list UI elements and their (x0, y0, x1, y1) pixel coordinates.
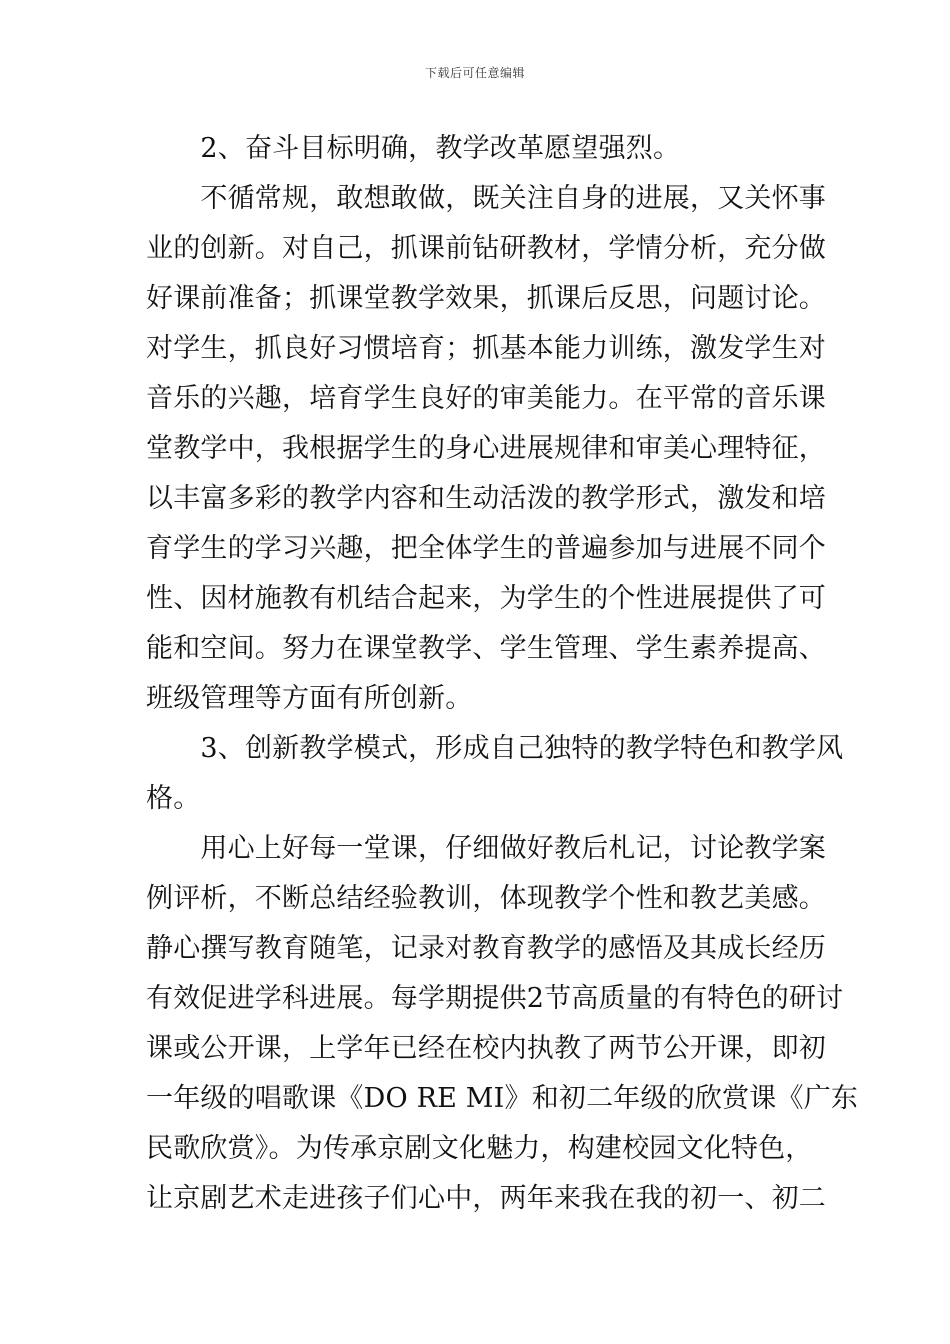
text-line: 例评析，不断总结经验教训，体现教学个性和教艺美感。 (146, 883, 826, 914)
text-line: 有效促进学科进展。每学期提供2节高质量的有特色的研讨 (146, 983, 844, 1014)
text-line: 3、创新教学模式，形成自己独特的教学特色和教学风 (146, 733, 844, 764)
text-line: 能和空间。努力在课堂教学、学生管理、学生素养提高、 (146, 633, 826, 664)
text-line: 让京剧艺术走进孩子们心中，两年来我在我的初一、初二 (146, 1183, 826, 1214)
text-line: 业的创新。对自己，抓课前钻研教材，学情分析，充分做 (146, 233, 826, 264)
text-line: 堂教学中，我根据学生的身心进展规律和审美心理特征， (146, 433, 826, 464)
text-line: 育学生的学习兴趣，把全体学生的普遍参加与进展不同个 (146, 533, 826, 564)
page-header: 下载后可任意编辑 (424, 66, 525, 80)
text-line: 民歌欣赏》。为传承京剧文化魅力，构建校园文化特色， (146, 1133, 813, 1164)
text-line: 音乐的兴趣，培育学生良好的审美能力。在平常的音乐课 (146, 383, 826, 414)
text-line: 一年级的唱歌课《DO RE MI》和初二年级的欣赏课《广东 (146, 1083, 859, 1114)
text-line: 对学生，抓良好习惯培育；抓基本能力训练，激发学生对 (146, 333, 826, 364)
text-line: 静心撰写教育随笔，记录对教育教学的感悟及其成长经历 (146, 933, 826, 964)
text-line: 以丰富多彩的教学内容和生动活泼的教学形式，激发和培 (146, 483, 826, 514)
text-line: 不循常规，敢想敢做，既关注自身的进展，又关怀事 (146, 183, 826, 214)
text-line: 好课前准备；抓课堂教学效果，抓课后反思，问题讨论。 (146, 283, 826, 314)
text-line: 班级管理等方面有所创新。 (146, 683, 473, 714)
text-line: 性、因材施教有机结合起来，为学生的个性进展提供了可 (146, 583, 826, 614)
text-line: 2、奋斗目标明确，教学改革愿望强烈。 (146, 133, 681, 164)
text-line: 格。 (146, 783, 201, 814)
text-line: 课或公开课，上学年已经在校内执教了两节公开课，即初 (146, 1033, 826, 1064)
text-line: 用心上好每一堂课，仔细做好教后札记，讨论教学案 (146, 833, 826, 864)
